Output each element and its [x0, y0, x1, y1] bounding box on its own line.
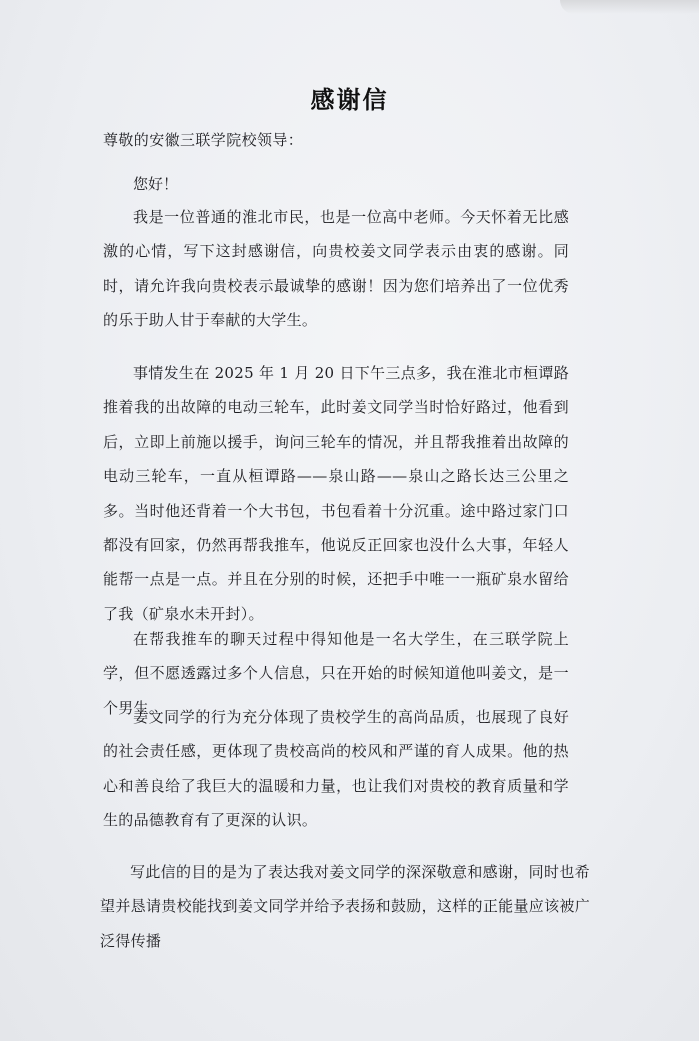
letter-salutation: 尊敬的安徽三联学院校领导： — [103, 131, 304, 149]
letter-paragraph-purpose: 写此信的目的是为了表达我对姜文同学的深深敬意和感谢，同时也希望并恳请贵校能找到姜文同学并给予表扬和鼓励，这样的正能量应该被广泛得传播 — [100, 863, 590, 950]
letter-greeting: 您好！ — [133, 175, 179, 193]
letter-paragraph-incident: 事情发生在 2025 年 1 月 20 日下午三点多，我在淮北市桓谭路推着我的出故障的电动三轮车，此时姜文同学当时恰好路过，他看到后，立即上前施以援手，询问三轮车的情况，并且帮我推着出故障的电动三轮车，一直从桓谭路——泉山路——泉山之路长达三公里之多。当时他还背着一个大书包，书包看着十分沉重。途中路过家门口都没有回家，仍然再帮我推车，他说反正回家也没什么大事，年轻人能帮一点是一点。并且在分别的时候，还把手中唯一一瓶矿泉水留给了我（矿泉水未开封）。 — [103, 364, 569, 623]
letter-paragraph-student-info: 在帮我推车的聊天过程中得知他是一名大学生，在三联学院上学，但不愿透露过多个人信息，只在开始的时候知道他叫姜文，是一个男生。 — [103, 630, 569, 717]
letter-paragraph-praise: 姜文同学的行为充分体现了贵校学生的高尚品质，也展现了良好的社会责任感，更体现了贵校高尚的校风和严谨的育人成果。他的热心和善良给了我巨大的温暖和力量，也让我们对贵校的教育质量和学生的品德教育有了更深的认识。 — [103, 708, 569, 830]
letter-paragraph-introduction: 我是一位普通的淮北市民，也是一位高中老师。今天怀着无比感激的心情，写下这封感谢信，向贵校姜文同学表示由衷的感谢。同时，请允许我向贵校表示最诚挚的感谢！因为您们培养出了一位优秀的乐于助人甘于奉献的大学生。 — [103, 208, 569, 330]
letter-title: 感谢信 — [310, 86, 389, 114]
page-edge-shadow — [560, 0, 699, 14]
